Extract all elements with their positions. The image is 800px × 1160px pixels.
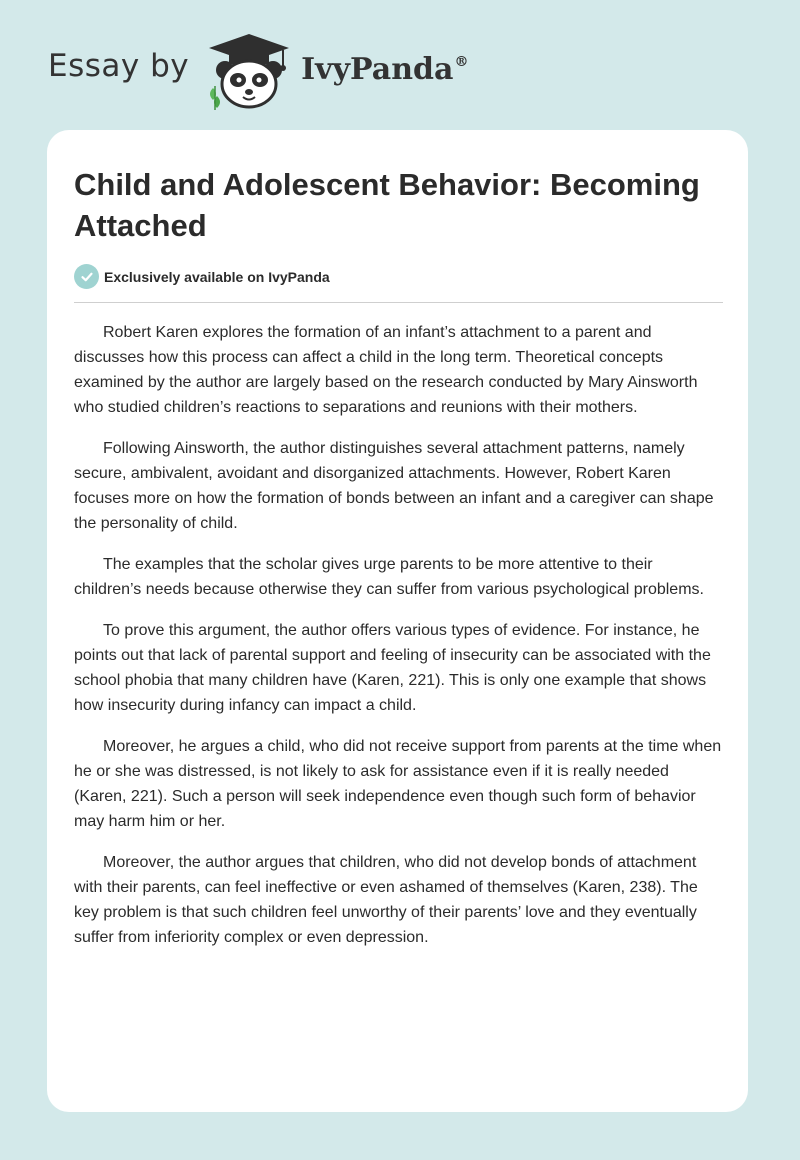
paragraph: Following Ainsworth, the author distinguishes several attachment patterns, namely secure, ambivalent, avoidant and disorganized attachments. However, Robert Karen focuses more on how the formation of bonds between an infant and a caregiver can shape the personality of child. [74,440,714,532]
paragraph: Robert Karen explores the formation of an infant’s attachment to a parent and discusses how this process can affect a child in the long term. Theoretical concepts examined by the author are largely based on the research conducted by Mary Ainsworth who studied children’s reactions to separations and reunions with their mothers. [74,324,698,416]
paragraph: To prove this argument, the author offers various types of evidence. For instance, he points out that lack of parental support and feeling of insecurity can be associated with the school phobia that many children have (Karen, 221). This is only one example that shows how insecurity during infancy can impact a child. [74,622,711,714]
site-header [48,30,468,110]
divider [74,302,723,303]
article-card [47,130,748,1112]
check-icon [74,264,99,289]
paragraph: Moreover, he argues a child, who did not receive support from parents at the time when he or she was distressed, is not likely to ask for assistance even if it is really needed (Karen, 221). Such a person will seek independence even though such form of behavior may harm him or her. [74,738,722,830]
page-title: Child and Adolescent Behavior: Becoming Attached [74,167,700,243]
essay-by-label: Essay by [48,48,190,84]
exclusive-badge-label: Exclusively available on IvyPanda [104,268,330,285]
article-body [74,320,724,966]
exclusive-badge [74,264,330,289]
brand-name[interactable]: IvyPanda® [301,51,469,87]
paragraph: Moreover, the author argues that children, who did not develop bonds of attachment with their parents, can feel ineffective or even ashamed of themselves (Karen, 238). The key problem is that such children feel unworthy of their parents’ love and they eventually suffer from inferiority complex or even depression. [74,854,698,946]
registered-mark: ® [454,53,469,70]
panda-graduate-icon [203,30,295,110]
paragraph: The examples that the scholar gives urge parents to be more attentive to their children’s needs because otherwise they can suffer from various psychological problems. [74,556,704,598]
